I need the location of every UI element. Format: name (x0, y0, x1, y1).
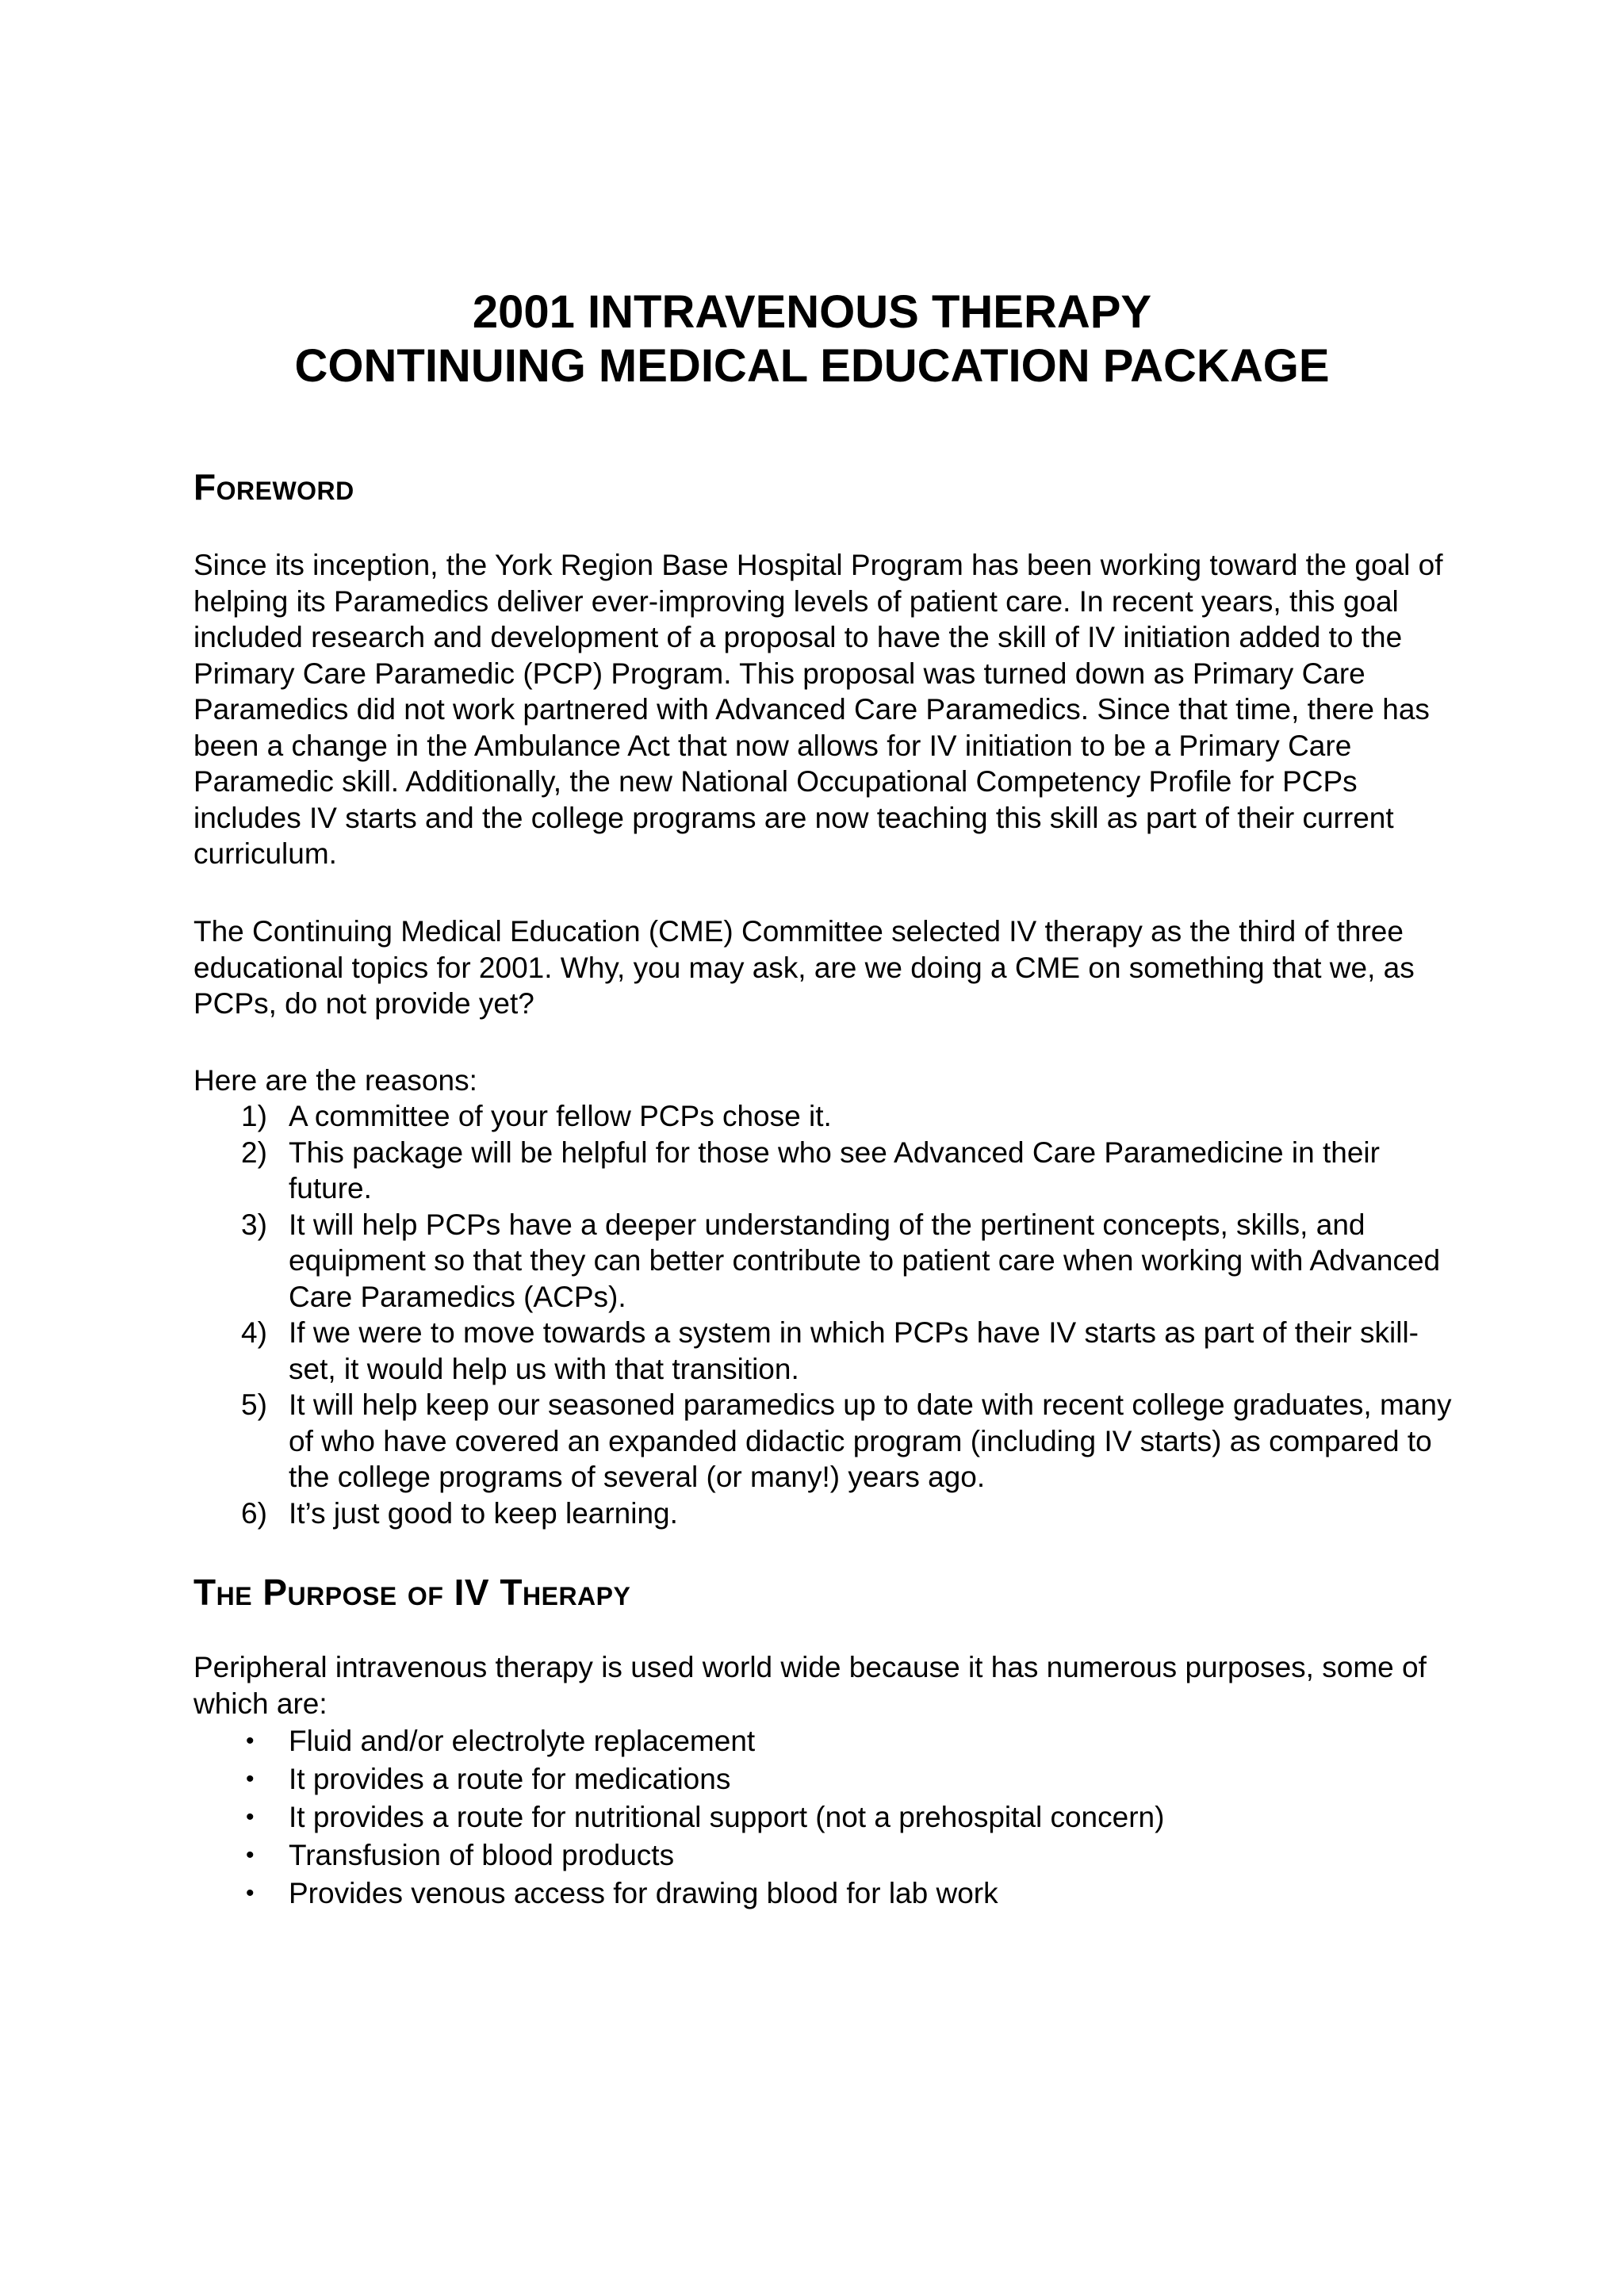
list-item (193, 1760, 1462, 1798)
list-item (193, 1207, 1462, 1316)
list-number: 5) (241, 1388, 267, 1421)
list-item-text: This package will be helpful for those who see Advanced Care Paramedicine in their future. (289, 1136, 1380, 1204)
bullet-icon: • (246, 1766, 255, 1792)
list-item (193, 1315, 1462, 1387)
bullet-icon: • (246, 1842, 255, 1868)
list-number: 2) (241, 1136, 267, 1169)
bullet-icon: • (246, 1728, 255, 1754)
list-item-text: It provides a route for nutritional support (not a prehospital concern) (289, 1801, 1165, 1833)
list-item (193, 1135, 1462, 1207)
list-item (193, 1875, 1462, 1913)
list-number: 4) (241, 1316, 267, 1349)
list-number: 3) (241, 1208, 267, 1241)
list-item-text: It provides a route for medications (289, 1763, 731, 1795)
list-item (193, 1798, 1462, 1836)
list-item-text: It’s just good to keep learning. (289, 1496, 678, 1530)
list-item-text: A committee of your fellow PCPs chose it. (289, 1100, 832, 1132)
list-number: 1) (241, 1100, 267, 1132)
list-item-text: It will help PCPs have a deeper understanding of the pertinent concepts, skills, and equipment so that they can better contribute to patient care when working with Advanced Care Paramedics (ACPs). (289, 1208, 1441, 1313)
list-item-text: Fluid and/or electrolyte replacement (289, 1725, 756, 1757)
list-number: 6) (241, 1496, 267, 1530)
reasons-list (193, 1098, 1462, 1531)
foreword-paragraph-2: The Continuing Medical Education (CME) Committee selected IV therapy as the third of three educational topics for 2001. Why, you may ask, are we doing a CME on something that we, as PCPs, do not provide yet? (193, 915, 1415, 1020)
purpose-intro: Peripheral intravenous therapy is used world wide because it has numerous purposes, some of which are: (193, 1651, 1427, 1720)
list-item (193, 1496, 1462, 1532)
list-item-text: It will help keep our seasoned paramedics up to date with recent college graduates, many of who have covered an expanded didactic program (including IV starts) as compared to the college programs of several (or many!) years ago. (289, 1388, 1452, 1493)
document-title-line-2: CONTINUING MEDICAL EDUCATION PACKAGE (294, 340, 1330, 392)
foreword-paragraph-1: Since its inception, the York Region Base Hospital Program has been working toward the goal of helping its Paramedics deliver ever-improving levels of patient care. In recent years, this goal included research and development of a proposal to have the skill of IV initiation added to the Primary Care Paramedic (PCP) Program. This proposal was turned down as Primary Care Paramedics did not work partnered with Advanced Care Paramedics. Since that time, there has been a change in the Ambulance Act that now allows for IV initiation to be a Primary Care Paramedic skill. Additionally, the new National Occupational Competency Profile for PCPs includes IV starts and the college programs are now teaching this skill as part of their current curriculum. (193, 549, 1443, 870)
list-item (193, 1098, 1462, 1135)
list-item-text: Transfusion of blood products (289, 1839, 675, 1871)
list-item (193, 1722, 1462, 1760)
list-item (193, 1836, 1462, 1875)
list-item (193, 1387, 1462, 1496)
bullet-icon: • (246, 1880, 255, 1906)
purpose-list (193, 1722, 1462, 1913)
purpose-heading: The Purpose of IV Therapy (193, 1572, 631, 1613)
list-item-text: If we were to move towards a system in which PCPs have IV starts as part of their skill-set, it would help us with that transition. (289, 1316, 1419, 1385)
bullet-icon: • (246, 1804, 255, 1830)
reasons-intro: Here are the reasons: (193, 1064, 477, 1097)
document-title-line-1: 2001 INTRAVENOUS THERAPY (472, 286, 1152, 338)
foreword-heading: Foreword (193, 466, 354, 507)
list-item-text: Provides venous access for drawing blood for lab work (289, 1877, 998, 1909)
